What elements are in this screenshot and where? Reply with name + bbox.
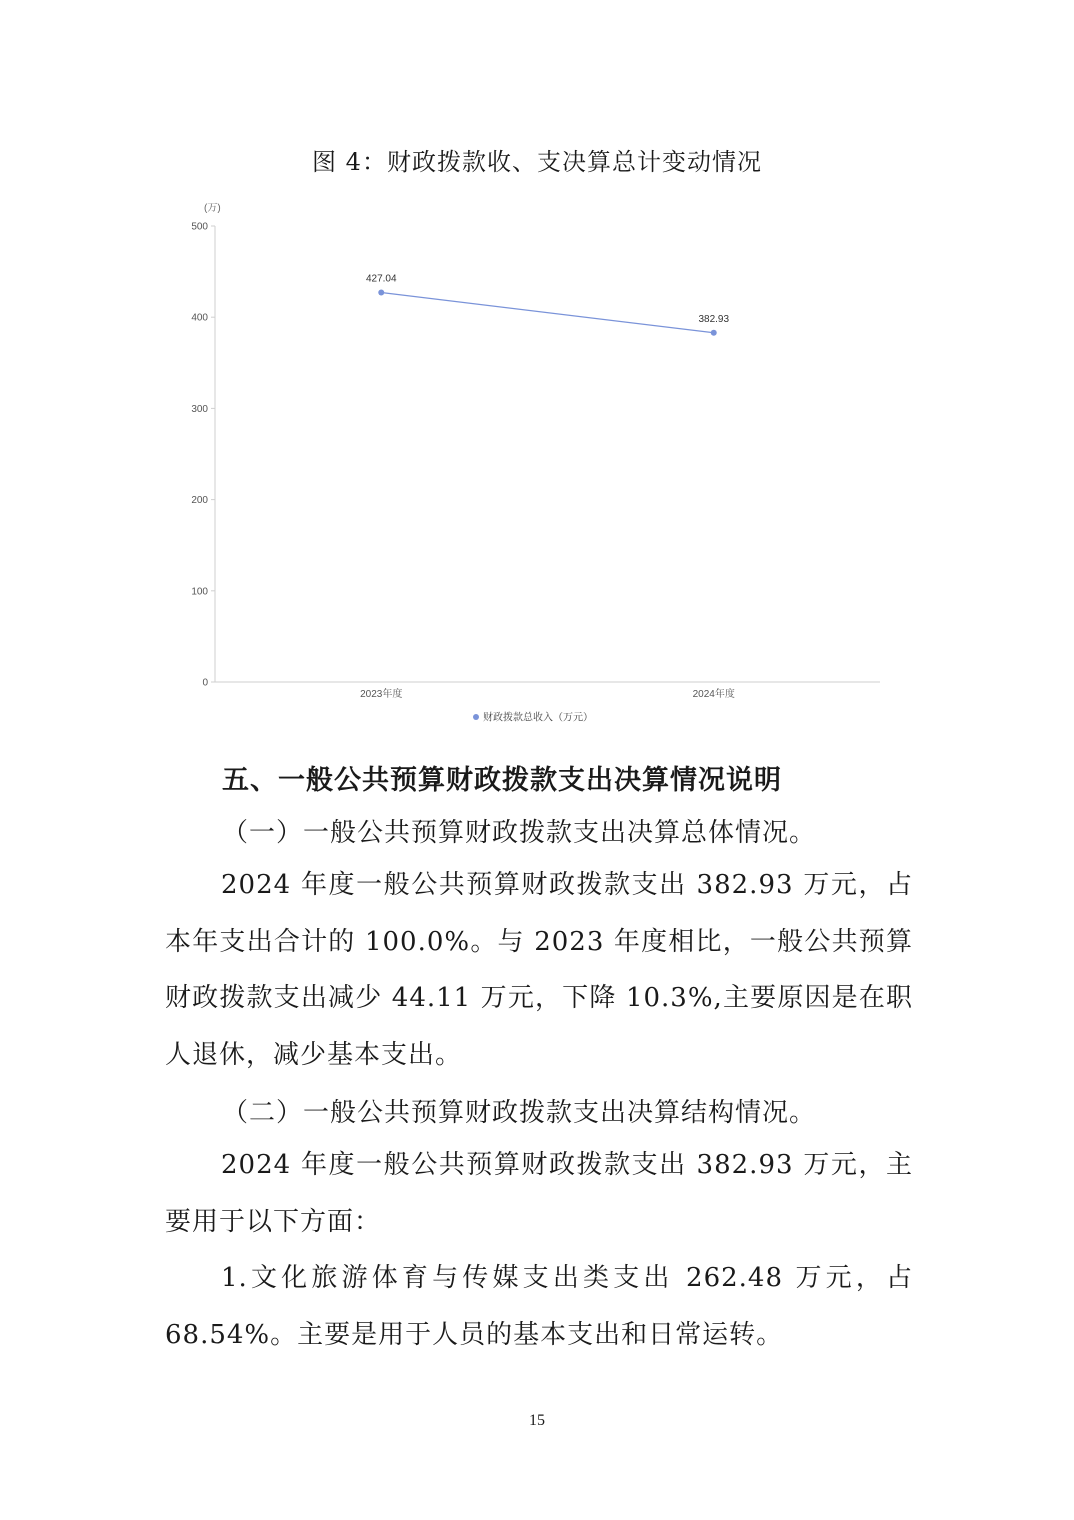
y-tick-label: 500 xyxy=(191,221,208,233)
paragraph-structure: 2024 年度一般公共预算财政拨款支出 382.93 万元，主要用于以下方面： xyxy=(165,1150,913,1237)
legend-marker xyxy=(473,714,479,720)
data-point xyxy=(378,290,384,296)
page-number: 15 xyxy=(529,1412,545,1429)
y-axis-unit-label: (万) xyxy=(204,203,221,214)
y-tick-label: 100 xyxy=(191,586,208,598)
x-tick-label: 2024年度 xyxy=(692,689,735,700)
paragraph-overall: 2024 年度一般公共预算财政拨款支出 382.93 万元，占本年支出合计的 100.0%。与 2023 年度相比，一般公共预算财政拨款支出减少 44.11 万元，下降 10.3%,主要原因是在职人退休，减少基本支出。 xyxy=(165,870,913,1070)
legend-label: 财政拨款总收入（万元） xyxy=(483,712,593,724)
y-tick-label: 300 xyxy=(191,403,208,415)
y-tick-label: 400 xyxy=(191,312,208,324)
sub-heading-overall: （一）一般公共预算财政拨款支出决算总体情况。 xyxy=(222,818,817,848)
series-line xyxy=(381,293,714,333)
sub-heading-structure: （二）一般公共预算财政拨款支出决算结构情况。 xyxy=(222,1098,817,1128)
y-tick-label: 0 xyxy=(202,677,208,689)
data-label: 427.04 xyxy=(365,273,397,285)
x-tick-label: 2023年度 xyxy=(360,689,403,700)
paragraph-culture-expense: 1.文化旅游体育与传媒支出类支出 262.48 万元，占 68.54%。主要是用于人员的基本支出和日常运转。 xyxy=(165,1263,913,1350)
section-heading: 五、一般公共预算财政拨款支出决算情况说明 xyxy=(222,765,782,796)
data-point xyxy=(711,330,717,336)
line-chart xyxy=(170,195,900,740)
data-label: 382.93 xyxy=(698,313,730,325)
y-tick-label: 200 xyxy=(191,495,208,507)
figure-caption: 图 4：财政拨款收、支决算总计变动情况 xyxy=(312,148,762,176)
